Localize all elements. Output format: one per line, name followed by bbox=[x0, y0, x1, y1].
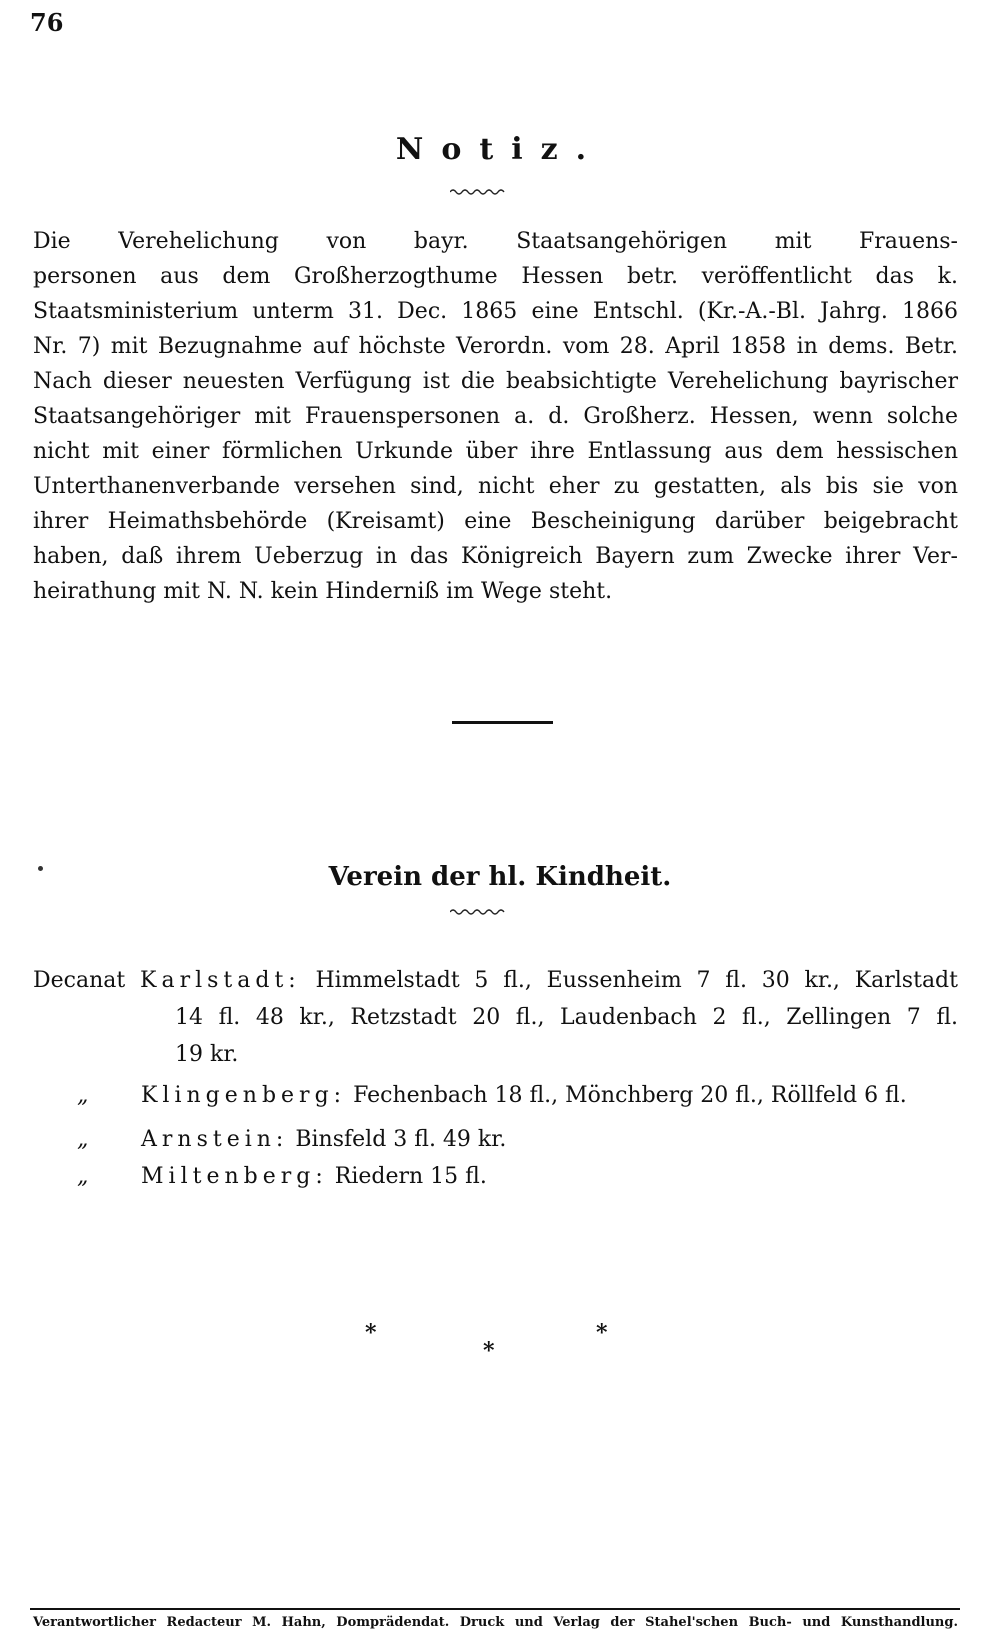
notice-line: nicht mit einer förmlichen Urkunde über ihre Entlassung aus dem hessischen bbox=[33, 439, 958, 464]
asterisk: * bbox=[596, 1320, 608, 1346]
entry-text: Fechenbach 18 fl., Mönchberg 20 fl., Röllfeld 6 fl. bbox=[353, 1083, 907, 1108]
notice-line: Nr. 7) mit Bezugnahme auf höchste Verordn. vom 28. April 1858 in dems. Betr. bbox=[33, 334, 958, 359]
entry-name: Arnstein: bbox=[141, 1127, 289, 1152]
asterisk: * bbox=[365, 1320, 377, 1346]
notice-line: Staatsangehöriger mit Frauenspersonen a. d. Großherz. Hessen, wenn solche bbox=[33, 404, 958, 429]
donation-entry bbox=[33, 962, 958, 1073]
entry-name: Miltenberg: bbox=[141, 1164, 328, 1189]
star-separator bbox=[0, 1320, 1000, 1364]
section-title: Verein der hl. Kindheit. bbox=[328, 862, 672, 892]
entry-prefix: Decanat bbox=[33, 968, 126, 993]
notice-line: Die Verehelichung von bayr. Staatsangehörigen mit Frauens- bbox=[33, 229, 958, 254]
entry-name: Karlstadt: bbox=[140, 968, 301, 993]
donation-entry bbox=[33, 1077, 958, 1121]
ditto-mark: „ bbox=[77, 1083, 89, 1108]
entry-continuation: 14 fl. 48 kr., Retzstadt 20 fl., Laudenbach 2 fl., Zellingen 7 fl. bbox=[175, 1005, 958, 1030]
notice-line: haben, daß ihrem Ueberzug in das Königreich Bayern zum Zwecke ihrer Ver- bbox=[33, 544, 958, 569]
notice-body bbox=[33, 224, 958, 609]
ditto-mark: „ bbox=[77, 1127, 89, 1152]
footer-rule bbox=[30, 1608, 960, 1610]
entry-text: Binsfeld 3 fl. 49 kr. bbox=[295, 1127, 507, 1152]
asterisk: * bbox=[483, 1338, 495, 1364]
notice-title: Notiz. bbox=[395, 132, 605, 167]
imprint-footer: Verantwortlicher Redacteur M. Hahn, Domprädendat. Druck und Verlag der Stahel'schen Buch- und Kunsthandlung. bbox=[33, 1615, 958, 1630]
entry-text: Himmelstadt 5 fl., Eussenheim 7 fl. 30 kr., Karlstadt bbox=[315, 968, 958, 993]
entry-first-line bbox=[33, 962, 958, 999]
notice-line: Nach dieser neuesten Verfügung ist die beabsichtigte Verehelichung bayrischer bbox=[33, 369, 958, 394]
entry-text: Riedern 15 fl. bbox=[334, 1164, 487, 1189]
section-divider bbox=[452, 721, 553, 724]
notice-line: personen aus dem Großherzogthume Hessen betr. veröffentlicht das k. bbox=[33, 264, 958, 289]
notice-line: Unterthanenverbande versehen sind, nicht eher zu gestatten, als bis sie von bbox=[33, 474, 958, 499]
entry-continuation: 19 kr. bbox=[175, 1042, 239, 1067]
title-ornament bbox=[450, 186, 505, 196]
ditto-mark: „ bbox=[77, 1164, 89, 1189]
notice-line: heirathung mit N. N. kein Hinderniß im Wege steht. bbox=[33, 579, 613, 604]
page-number: 76 bbox=[30, 8, 64, 37]
entry-name: Klingenberg: bbox=[141, 1083, 347, 1108]
donation-list bbox=[33, 962, 958, 1195]
notice-line: ihrer Heimathsbehörde (Kreisamt) eine Bescheinigung darüber beigebracht bbox=[33, 509, 958, 534]
notice-line: Staatsministerium unterm 31. Dec. 1865 eine Entschl. (Kr.-A.-Bl. Jahrg. 1866 bbox=[33, 299, 958, 324]
donation-entry bbox=[33, 1121, 958, 1158]
section-ornament bbox=[450, 906, 505, 916]
donation-entry bbox=[33, 1158, 958, 1195]
